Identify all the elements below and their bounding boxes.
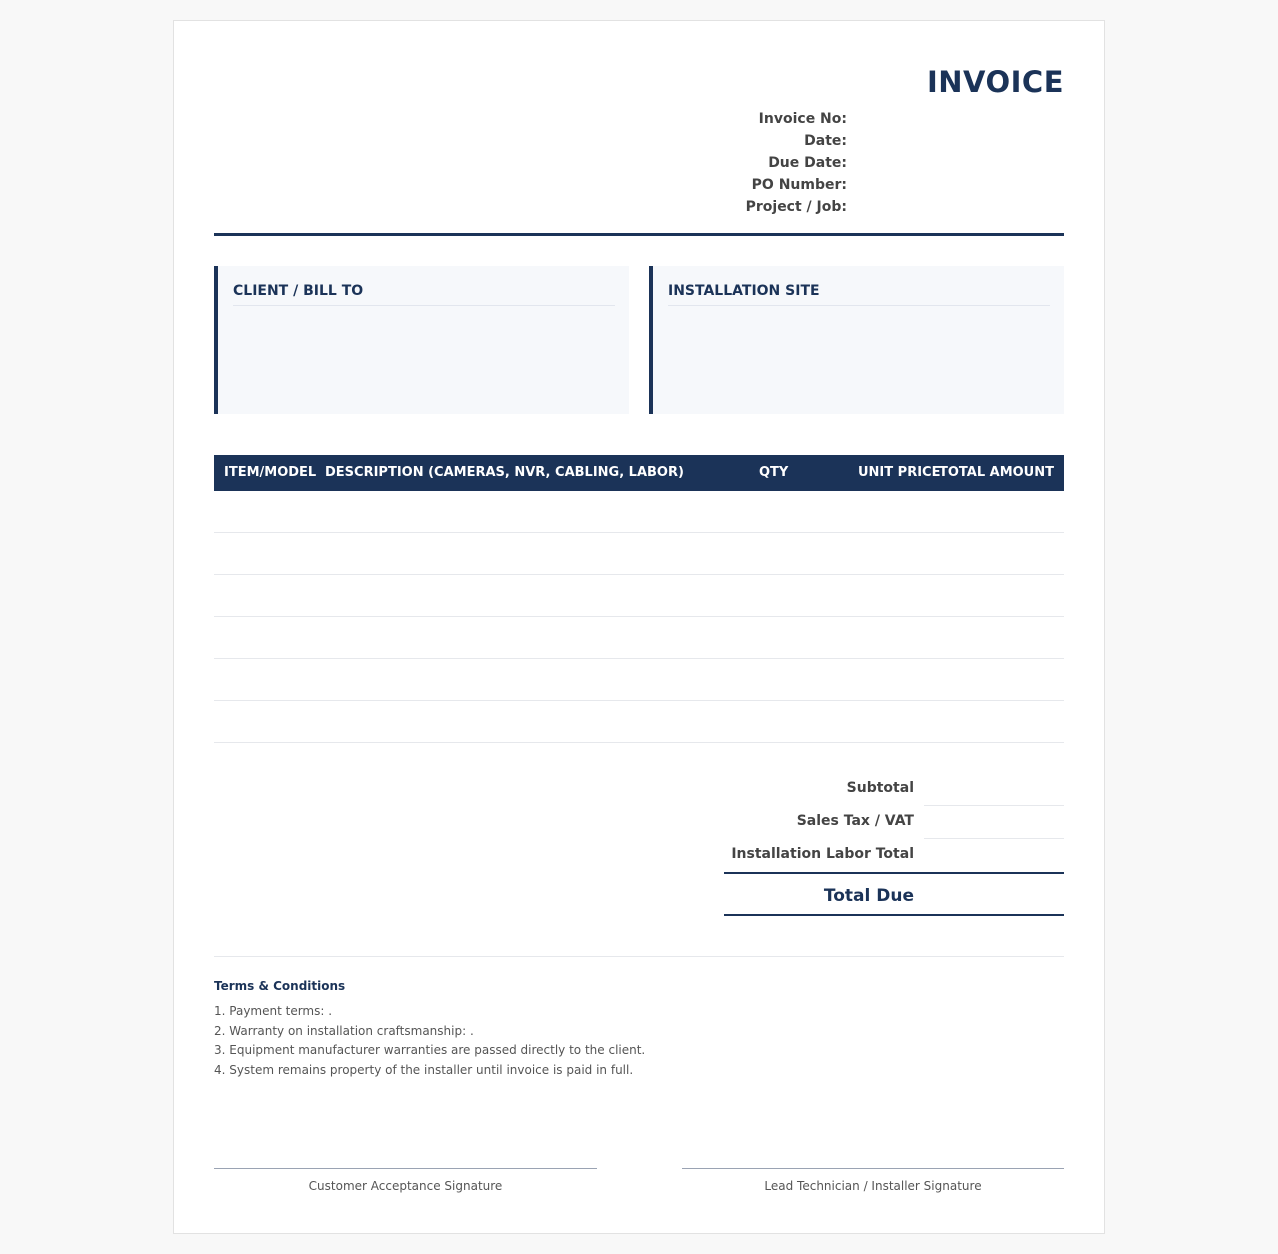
- date-label: Date:: [804, 133, 847, 149]
- customer-signature-line: [214, 1168, 597, 1193]
- due-date-label: Due Date:: [768, 155, 847, 171]
- subtotal-row: [724, 773, 1064, 806]
- invoice-title: INVOICE: [926, 65, 1064, 99]
- header-divider: [214, 233, 1064, 236]
- totals-section: [724, 773, 1064, 906]
- col-unit-price: UNIT PRICE: [858, 465, 941, 480]
- col-total-amount: TOTAL AMOUNT: [938, 465, 1054, 480]
- project-job-label: Project / Job:: [745, 199, 847, 215]
- table-row: [214, 617, 1064, 659]
- terms-item: 3. Equipment manufacturer warranties are passed directly to the client.: [214, 1043, 646, 1057]
- customer-signature-label: Customer Acceptance Signature: [308, 1179, 503, 1193]
- col-description: DESCRIPTION (CAMERAS, NVR, CABLING, LABOR): [325, 465, 684, 480]
- terms-title: Terms & Conditions: [214, 979, 346, 993]
- total-due-label: Total Due: [823, 886, 914, 906]
- bill-to-panel: [214, 266, 629, 414]
- tax-row: [724, 806, 1064, 839]
- table-row: [214, 575, 1064, 617]
- terms-divider: [214, 956, 1064, 957]
- installation-site-title: INSTALLATION SITE: [668, 283, 1050, 306]
- invoice-no-label: Invoice No:: [758, 111, 847, 127]
- po-number-label: PO Number:: [751, 177, 847, 193]
- table-row: [214, 491, 1064, 533]
- total-due-row: [724, 872, 1064, 916]
- labor-total-label: Installation Labor Total: [731, 846, 914, 862]
- line-items-table: [214, 455, 1064, 743]
- installer-signature-line: [682, 1168, 1064, 1193]
- terms-item: 4. System remains property of the installer until invoice is paid in full.: [214, 1062, 634, 1077]
- table-header: [214, 455, 1064, 491]
- subtotal-label: Subtotal: [846, 780, 914, 796]
- labor-total-row: [724, 839, 1064, 872]
- installation-site-panel: [649, 266, 1064, 414]
- terms-item: 1. Payment terms: .: [214, 1004, 333, 1018]
- tax-label: Sales Tax / VAT: [796, 813, 914, 829]
- invoice-page: [173, 20, 1105, 1234]
- table-row: [214, 533, 1064, 575]
- col-qty: QTY: [759, 465, 789, 480]
- table-row: [214, 701, 1064, 743]
- terms-list: [214, 1002, 645, 1080]
- installer-signature-label: Lead Technician / Installer Signature: [764, 1179, 982, 1193]
- invoice-meta: [746, 108, 847, 218]
- table-row: [214, 659, 1064, 701]
- col-item-model: ITEM/MODEL: [224, 465, 317, 480]
- bill-to-title: CLIENT / BILL TO: [233, 283, 615, 306]
- terms-item: 2. Warranty on installation craftsmanship: .: [214, 1023, 474, 1038]
